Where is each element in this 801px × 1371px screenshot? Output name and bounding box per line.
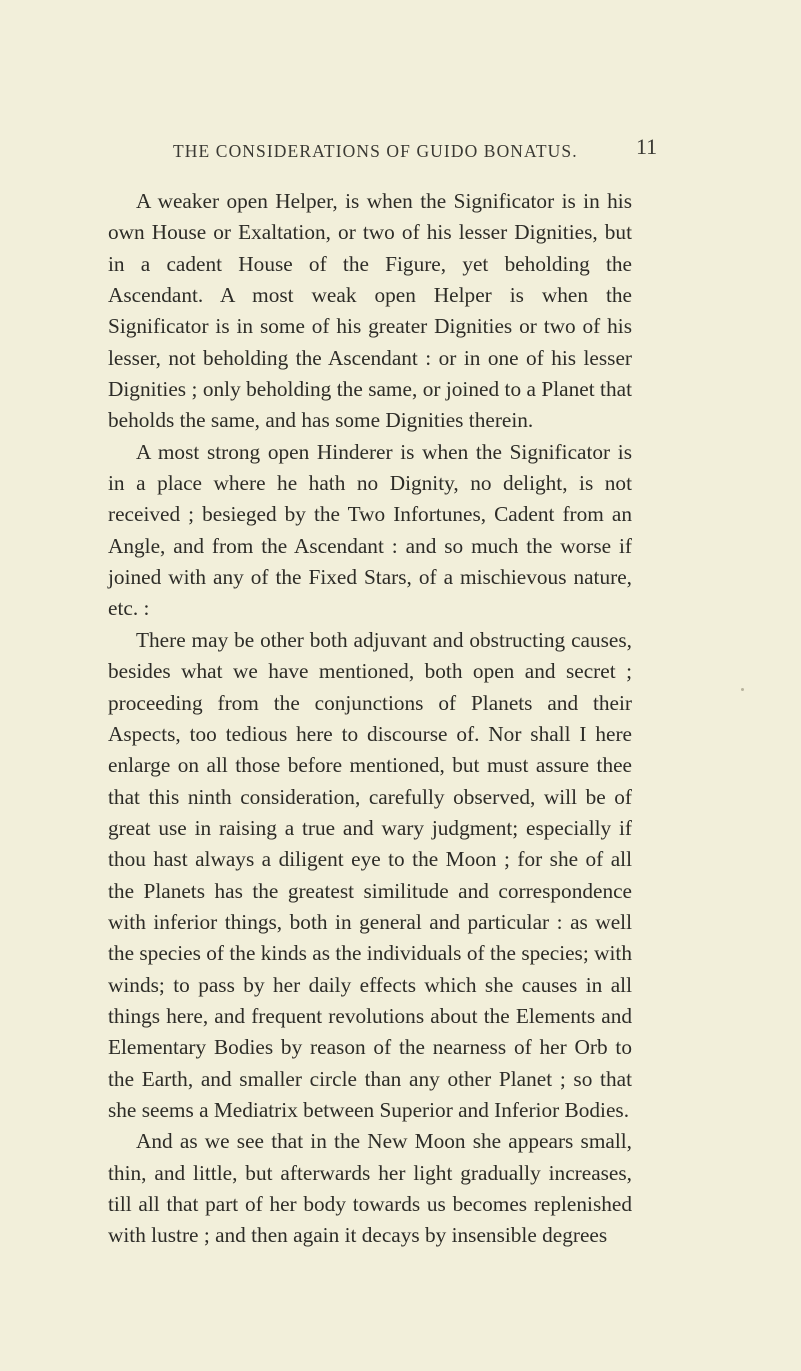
body-text (108, 186, 632, 1252)
paragraph-open-helper: A weaker open Helper, is when the Significator is in his own House or Exaltation, or two of his lesser Dignities, but in a cadent House of the Figure, yet beholding the Ascendant. A most weak open Helper is when the Significator is in some of his greater Dignities or two of his lesser, not beholding the Ascendant : or in one of his lesser Dignities ; only beholding the same, or joined to a Planet that beholds the same, and has some Dignities therein. (108, 189, 632, 433)
paper-speck (741, 688, 744, 691)
page-number: 11 (636, 134, 658, 159)
paragraph-other-causes: There may be other both adjuvant and obstructing causes, besides what we have mentioned, both open and secret ; proceeding from the conjunctions of Planets and their Aspects, too tedious here to discourse of. Nor shall I here enlarge on all those before mentioned, but must assure thee that this ninth consideration, carefully observed, will be of great use in raising a true and wary judgment; especially if thou hast always a diligent eye to the Moon ; for she of all the Planets has the greatest similitude and correspondence with inferior things, both in general and particular : as well the species of the kinds as the individuals of the species; with winds; to pass by her daily effects which she causes in all things here, and frequent revolutions about the Elements and Elementary Bodies by reason of the nearness of her Orb to the Earth, and smaller circle than any other Planet ; so that she seems a Mediatrix between Superior and Inferior Bodies. (108, 627, 632, 1122)
paragraph-open-hinderer: A most strong open Hinderer is when the Significator is in a place where he hath no Dignity, no delight, is not received ; besieged by the Two Infortunes, Cadent from an Angle, and from the Ascendant : and so much the worse if joined with any of the Fixed Stars, of a mischievous nature, etc. : (108, 439, 632, 621)
running-head: THE CONSIDERATIONS OF GUIDO BONATUS. (173, 141, 578, 161)
paragraph-new-moon: And as we see that in the New Moon she appears small, thin, and little, but afterwards her light gradually increases, till all that part of her body towards us becomes replenished with lustre ; and then again it decays by insensible degrees (108, 1129, 632, 1248)
